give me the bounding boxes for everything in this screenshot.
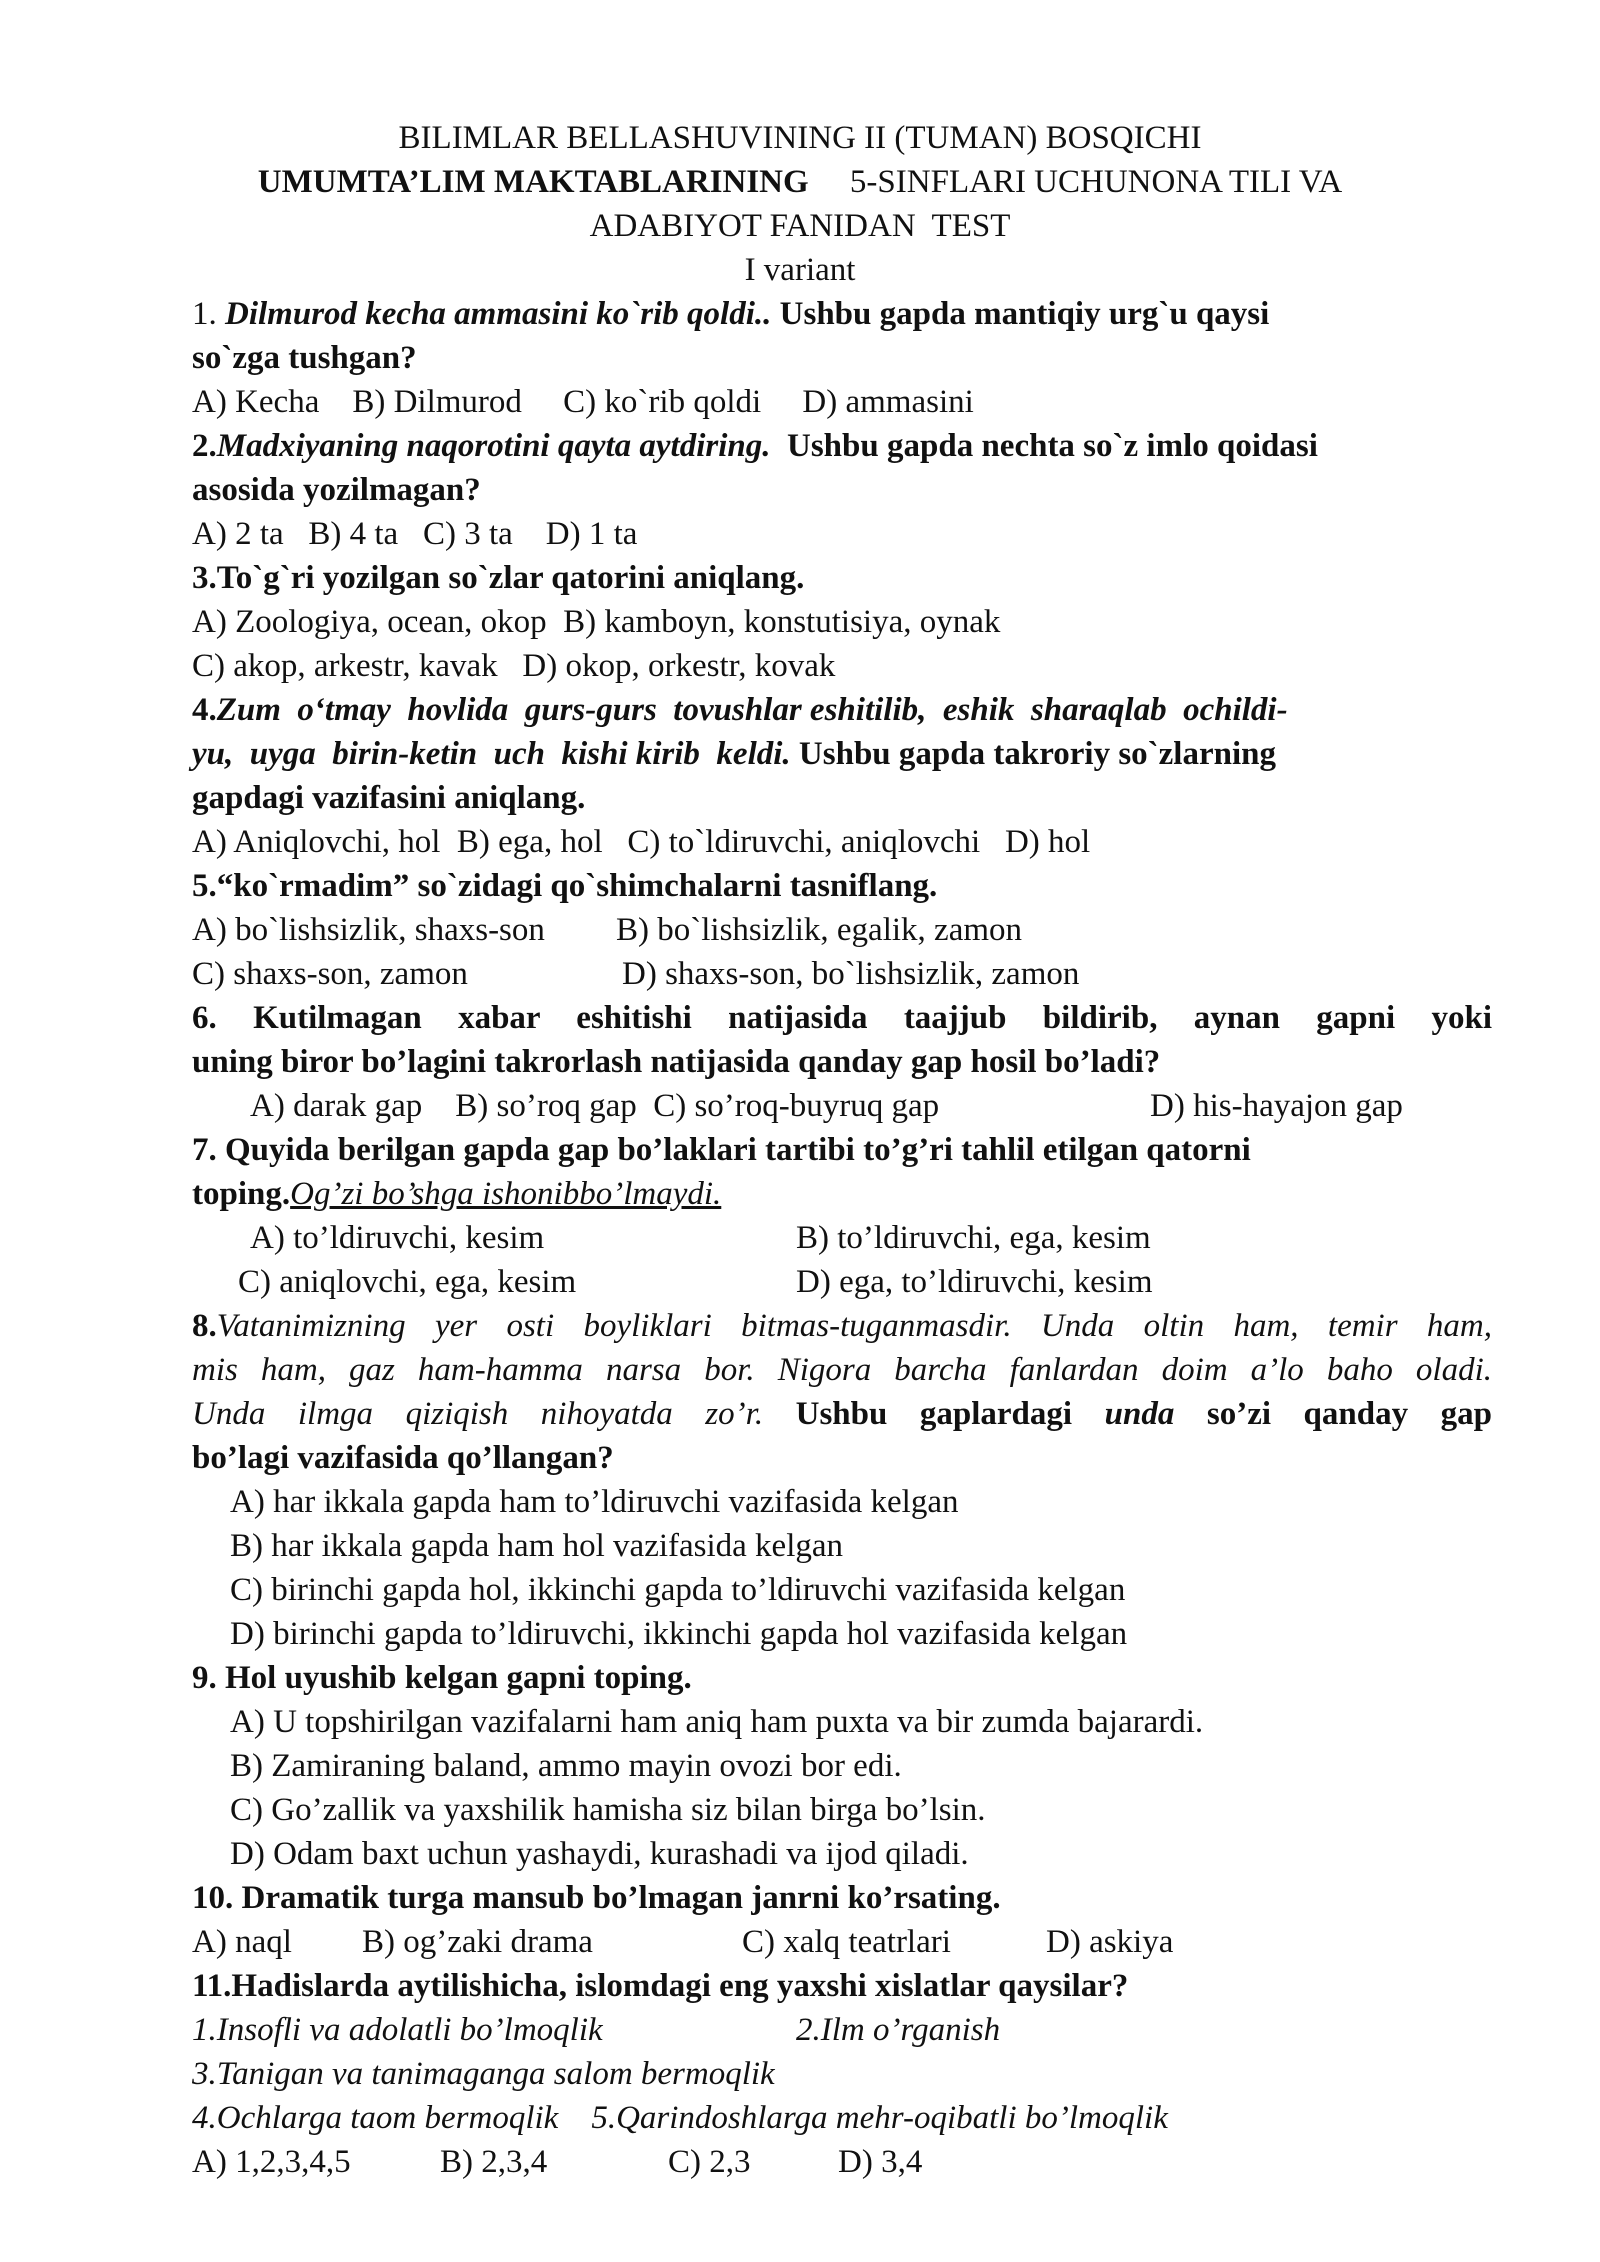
q9-option-a: A) U topshirilgan vazifalarni ham aniq ham puxta va bir zumda bajarardi.: [230, 1704, 1204, 1740]
q3-options-cd: C) akop, arkestr, kavak D) okop, orkestr, kovak: [192, 648, 836, 684]
q5-option-b: B) bo`lishsizlik, egalik, zamon: [616, 912, 1023, 948]
variant-label: I variant: [744, 252, 856, 288]
header-school-line: [0, 160, 1600, 204]
q11-item-2: 2.Ilm o’rganish: [796, 2012, 1001, 2048]
header-stage-title: BILIMLAR BELLASHUVINING II (TUMAN) BOSQICHI: [398, 120, 1202, 156]
q8-keyword: unda: [1104, 1396, 1175, 1432]
q6-options-abc: A) darak gap B) so’roq gap C) so’roq-buyruq gap: [250, 1088, 940, 1124]
q9-option-d: D) Odam baxt uchun yashaydi, kurashadi va ijod qiladi.: [230, 1836, 969, 1872]
q11-item-3: 3.Tanigan va tanimaganga salom bermoqlik: [192, 2056, 775, 2092]
q2-options: A) 2 ta B) 4 ta C) 3 ta D) 1 ta: [192, 516, 638, 552]
question-2-cont: asosida yozilmagan?: [192, 472, 481, 508]
q10-option-a: A) naql: [192, 1924, 292, 1960]
q5-option-c: C) shaxs-son, zamon: [192, 956, 468, 992]
question-2: 2.Madxiyaning naqorotini qayta aytdiring. Ushbu gapda nechta so`z imlo qoidasi: [192, 428, 1318, 464]
q11-option-d: D) 3,4: [838, 2144, 923, 2180]
question-5: 5.“ko`rmadim” so`zidagi qo`shimchalarni tasniflang.: [192, 868, 938, 904]
q8-option-d: D) birinchi gapda to’ldiruvchi, ikkinchi gapda hol vazifasida kelgan: [230, 1616, 1128, 1652]
header-subject-line: ADABIYOT FANIDAN TEST: [589, 208, 1011, 244]
q8-text-c: Unda ilmga qiziqish nihoyatda zo’r.: [192, 1396, 764, 1432]
question-8-cont2: Unda ilmga qiziqish nihoyatda zo’r. Ushbu gaplardagi unda so’zi qanday gap: [192, 1396, 1492, 1432]
q11-option-a: A) 1,2,3,4,5: [192, 2144, 351, 2180]
q2-sentence: Madxiyaning naqorotini qayta aytdiring.: [216, 428, 771, 464]
q11-item-1: 1.Insofli va adolatli bo’lmoqlik: [192, 2012, 603, 2048]
question-11: 11.Hadislarda aytilishicha, islomdagi eng yaxshi xislatlar qaysilar?: [192, 1968, 1129, 2004]
q8-option-a: A) har ikkala gapda ham to’ldiruvchi vazifasida kelgan: [230, 1484, 959, 1520]
question-8-cont3: bo’lagi vazifasida qo’llangan?: [192, 1440, 614, 1476]
question-4-cont2: gapdagi vazifasini aniqlang.: [192, 780, 586, 816]
q10-option-d: D) askiya: [1046, 1924, 1174, 1960]
q6-option-d: D) his-hayajon gap: [1150, 1088, 1403, 1124]
q7-option-b: B) to’ldiruvchi, ega, kesim: [796, 1220, 1151, 1256]
q10-option-b: B) og’zaki drama: [362, 1924, 593, 1960]
q10-option-c: C) xalq teatrlari: [742, 1924, 951, 1960]
q7-option-d: D) ega, to’ldiruvchi, kesim: [796, 1264, 1153, 1300]
header-school-name: UMUMTA’LIM MAKTABLARINING: [257, 164, 809, 200]
question-8-cont: [192, 1348, 1492, 1392]
question-4: 4.Zum o‘tmay hovlida gurs-gurs tovushlar eshitilib, eshik sharaqlab ochildi-: [192, 692, 1288, 728]
q4-options: A) Aniqlovchi, hol B) ega, hol C) to`ldiruvchi, aniqlovchi D) hol: [192, 824, 1091, 860]
q8-option-b: B) har ikkala gapda ham hol vazifasida kelgan: [230, 1528, 844, 1564]
q5-option-d: D) shaxs-son, bo`lishsizlik, zamon: [622, 956, 1080, 992]
question-9: 9. Hol uyushib kelgan gapni toping.: [192, 1660, 692, 1696]
q8-option-c: C) birinchi gapda hol, ikkinchi gapda to’ldiruvchi vazifasida kelgan: [230, 1572, 1126, 1608]
question-7-cont: toping.Og’zi bo’shga ishonibbo’lmaydi.: [192, 1176, 722, 1212]
question-7: 7. Quyida berilgan gapda gap bo’laklari tartibi to’g’ri tahlil etilgan qatorni: [192, 1132, 1251, 1168]
question-1-cont: so`zga tushgan?: [192, 340, 417, 376]
q9-option-c: C) Go’zallik va yaxshilik hamisha siz bilan birga bo’lsin.: [230, 1792, 986, 1828]
question-3: 3.To`g`ri yozilgan so`zlar qatorini aniqlang.: [192, 560, 805, 596]
q11-items-4-5: 4.Ochlarga taom bermoqlik 5.Qarindoshlarga mehr-oqibatli bo’lmoqlik: [192, 2100, 1168, 2136]
question-1: 1. Dilmurod kecha ammasini ko`rib qoldi.. Ushbu gapda mantiqiy urg`u qaysi: [192, 296, 1270, 332]
q5-option-a: A) bo`lishsizlik, shaxs-son: [192, 912, 545, 948]
question-8: 8.Vatanimizning yer osti boyliklari bitmas-tuganmasdir. Unda oltin ham, temir ham,: [192, 1308, 1492, 1344]
q9-option-b: B) Zamiraning baland, ammo mayin ovozi bor edi.: [230, 1748, 902, 1784]
question-6: 6. Kutilmagan xabar eshitishi natijasida taajjub bildirib, aynan gapni yoki: [192, 1000, 1492, 1036]
q7-option-a: A) to’ldiruvchi, kesim: [250, 1220, 545, 1256]
q3-options-ab: A) Zoologiya, ocean, okop B) kamboyn, konstutisiya, oynak: [192, 604, 1001, 640]
question-4-cont: yu, uyga birin-ketin uch kishi kirib keldi. Ushbu gapda takroriy so`zlarning: [192, 736, 1276, 772]
q4-sentence-a: Zum o‘tmay hovlida gurs-gurs tovushlar eshitilib, eshik sharaqlab ochildi-: [216, 692, 1288, 728]
q8-text-a: Vatanimizning yer osti boyliklari bitmas-tuganmasdir. Unda oltin ham, temir ham,: [216, 1308, 1492, 1344]
q7-option-c: C) aniqlovchi, ega, kesim: [238, 1264, 577, 1300]
q1-sentence: Dilmurod kecha ammasini ko`rib qoldi..: [225, 296, 772, 332]
q11-option-c: C) 2,3: [668, 2144, 751, 2180]
q4-sentence-b: yu, uyga birin-ketin uch kishi kirib keldi.: [192, 736, 791, 772]
q7-sentence: Og’zi bo’shga ishonibbo’lmaydi.: [290, 1176, 722, 1212]
question-6-cont: uning biror bo’lagini takrorlash natijasida qanday gap hosil bo’ladi?: [192, 1044, 1161, 1080]
q1-options: A) Kecha B) Dilmurod C) ko`rib qoldi D) ammasini: [192, 384, 974, 420]
q8-text-b: mis ham, gaz ham-hamma narsa bor. Nigora barcha fanlardan doim a’lo baho oladi.: [192, 1352, 1492, 1388]
question-10: 10. Dramatik turga mansub bo’lmagan janrni ko’rsating.: [192, 1880, 1001, 1916]
q11-option-b: B) 2,3,4: [440, 2144, 548, 2180]
header-grade-subject: 5-SINFLARI UCHUNONA TILI VA: [849, 164, 1343, 200]
